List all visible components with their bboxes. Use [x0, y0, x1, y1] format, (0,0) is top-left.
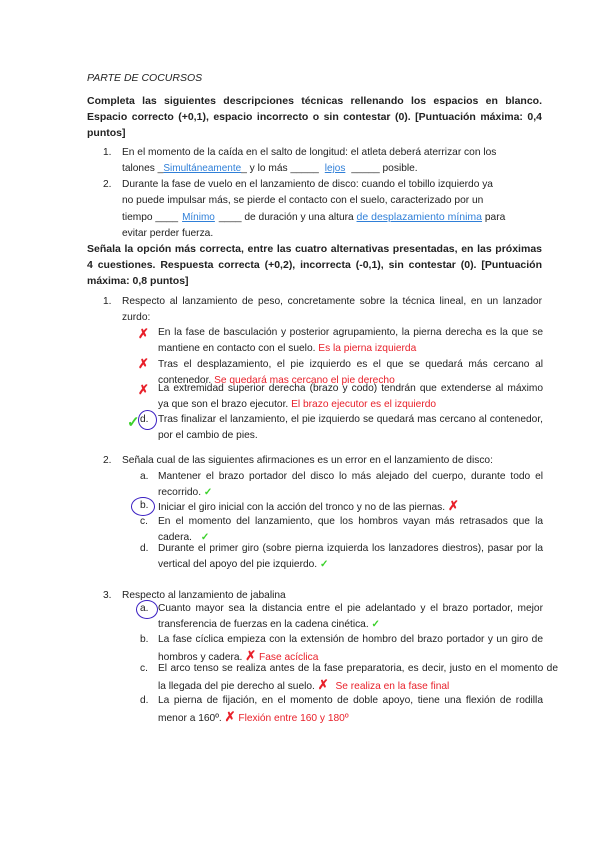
part1-item-1-line1: En el momento de la caída en el salto de longitud: el atleta deberá aterrizar con los — [122, 147, 497, 158]
text-fragment: para — [484, 212, 506, 223]
option-text: Tras finalizar el lanzamiento, el pie izquierdo se quedará mas cercano al contenedor, por el cambio de pies. — [158, 414, 543, 441]
part1-item-2-line3 — [122, 209, 542, 226]
q1-option-c — [158, 381, 543, 413]
option-text: La pierna de fijación, en el momento de doble apoyo, tiene una flexión de rodilla menor a 160º. — [158, 695, 543, 724]
q3-option-c — [158, 661, 558, 695]
option-text: En la fase de basculación y posterior agrupamiento, la pierna derecha es la que se mantiene en contacto con el suelo. — [158, 327, 543, 354]
cross-mark-icon: ✗ — [138, 382, 149, 397]
q2-number: 2. — [103, 455, 112, 466]
part1-instructions: Completa las siguientes descripciones técnicas rellenando los espacios en blanco. Espacio correcto (+0,1), espacio incorrecto o sin contestar (0). [Puntuación máxima: 0,4 puntos] — [87, 95, 542, 139]
q3-text: Respecto al lanzamiento de jabalina — [122, 590, 286, 601]
text-fragment: _____ posible. — [351, 163, 418, 174]
option-text: La extremidad superior derecha (brazo y codo) tendrán que extenderse al máximo ya que son el brazo ejecutor. — [158, 383, 543, 410]
cross-mark-icon: ✗ — [245, 648, 257, 663]
correction-note: Se realiza en la fase final — [335, 681, 450, 692]
part1-item-2 — [122, 177, 542, 242]
handwritten-answer: lejos — [324, 163, 346, 174]
option-text: Iniciar el giro inicial con la acción del tronco y no de las piernas. — [158, 502, 446, 513]
part1-item-1-line2 — [122, 161, 542, 177]
q2-option-b-letter: b. — [140, 500, 149, 511]
option-text: Mantener el brazo portador del disco lo más alejado del cuerpo, durante todo el recorrido. — [158, 471, 543, 498]
option-text: Cuanto mayor sea la distancia entre el pie adelantado y el brazo portador, mejor transferencia de fuerzas en la cadena cinética. — [158, 603, 543, 630]
cross-mark-icon: ✗ — [138, 356, 149, 371]
q1-option-d-letter: d. — [140, 414, 149, 425]
check-mark-icon: ✓ — [371, 619, 381, 630]
q3-option-c-letter: c. — [140, 663, 148, 674]
q3-number: 3. — [103, 590, 112, 601]
option-text: La fase cíclica empieza con la extensión de hombro del brazo portador y un giro de hombros y cadera. — [158, 634, 543, 663]
check-mark-icon: ✓ — [127, 414, 140, 431]
q2-option-a-letter: a. — [140, 471, 149, 482]
section-title: PARTE DE COCURSOS — [87, 72, 203, 84]
check-mark-icon: ✓ — [319, 559, 329, 570]
check-mark-icon: ✓ — [203, 487, 213, 498]
q3-option-a — [158, 601, 543, 633]
q1-option-d — [158, 412, 543, 444]
q3-option-a-letter: a. — [140, 603, 149, 614]
part1-item-2-line4: evitar perder fuerza. — [122, 228, 214, 239]
q3-option-d — [158, 693, 543, 727]
correction-note: Fase acíclica — [258, 652, 319, 663]
part1-item-2-number: 2. — [103, 179, 112, 190]
cross-mark-icon: ✗ — [138, 326, 149, 341]
handwritten-answer: Mínimo — [182, 212, 215, 223]
q1-number: 1. — [103, 296, 112, 307]
q2-option-a — [158, 469, 543, 501]
q2-option-d-letter: d. — [140, 543, 149, 554]
correction-note: Se quedará mas cercano el pie derecho — [214, 375, 395, 386]
cross-mark-icon: ✗ — [317, 677, 329, 692]
handwritten-answer: Simultáneamente — [163, 163, 242, 174]
q2-text: Señala cual de las siguientes afirmaciones es un error en el lanzamiento de disco: — [122, 455, 493, 466]
text-fragment: talones _ — [122, 163, 164, 174]
option-text: Durante el primer giro (sobre pierna izquierda los lanzadores diestros), pasar por la vertical del apoyo del pie izquierdo. — [158, 543, 543, 570]
correction-note: Es la pierna izquierda — [318, 343, 417, 354]
part1-item-2-line2: no puede impulsar más, se pierde el contacto con el suelo, caracterizado por un — [122, 195, 484, 206]
handwritten-answer: de desplazamiento mínima — [356, 211, 483, 223]
q3-option-b-letter: b. — [140, 634, 149, 645]
q1-text: Respecto al lanzamiento de peso, concretamente sobre la técnica lineal, en un lanzador zurdo: — [122, 296, 542, 323]
check-mark-icon: ✓ — [200, 532, 210, 543]
text-fragment: ____ de duración y una altura — [218, 212, 354, 223]
q3-option-d-letter: d. — [140, 695, 149, 706]
cross-mark-icon: ✗ — [447, 498, 459, 513]
option-text: En el momento del lanzamiento, que los hombros vayan más retrasados que la cadera. — [158, 516, 543, 543]
option-text: El arco tenso se realiza antes de la fase preparatoria, es decir, justo en el momento de la llegada del pie derecho al suelo. — [158, 663, 558, 692]
option-text: Tras el desplazamiento, el pie izquierdo es el que se quedará más cercano al contenedor. — [158, 359, 543, 386]
text-fragment: _ y lo más _____ — [241, 163, 319, 174]
q2-option-d — [158, 541, 543, 573]
part1-item-1-number: 1. — [103, 147, 112, 158]
correction-note: Flexión entre 160 y 180º — [238, 713, 349, 724]
part1-item-2-line1: Durante la fase de vuelo en el lanzamiento de disco: cuando el tobillo izquierdo ya — [122, 179, 493, 190]
cross-mark-icon: ✗ — [224, 709, 236, 724]
part1-item-1 — [122, 145, 542, 177]
part2-instructions: Señala la opción más correcta, entre las cuatro alternativas presentadas, en las próximas 4 cuestiones. Respuesta correcta (+0,2), incorrecta (-0,1), sin contestar (0). [Puntuación máxima: 0,8 puntos] — [87, 243, 542, 287]
correction-note: El brazo ejecutor es el izquierdo — [291, 399, 437, 410]
q1-option-a — [158, 325, 543, 357]
q2-option-c-letter: c. — [140, 516, 148, 527]
text-fragment: tiempo ____ — [122, 212, 179, 223]
